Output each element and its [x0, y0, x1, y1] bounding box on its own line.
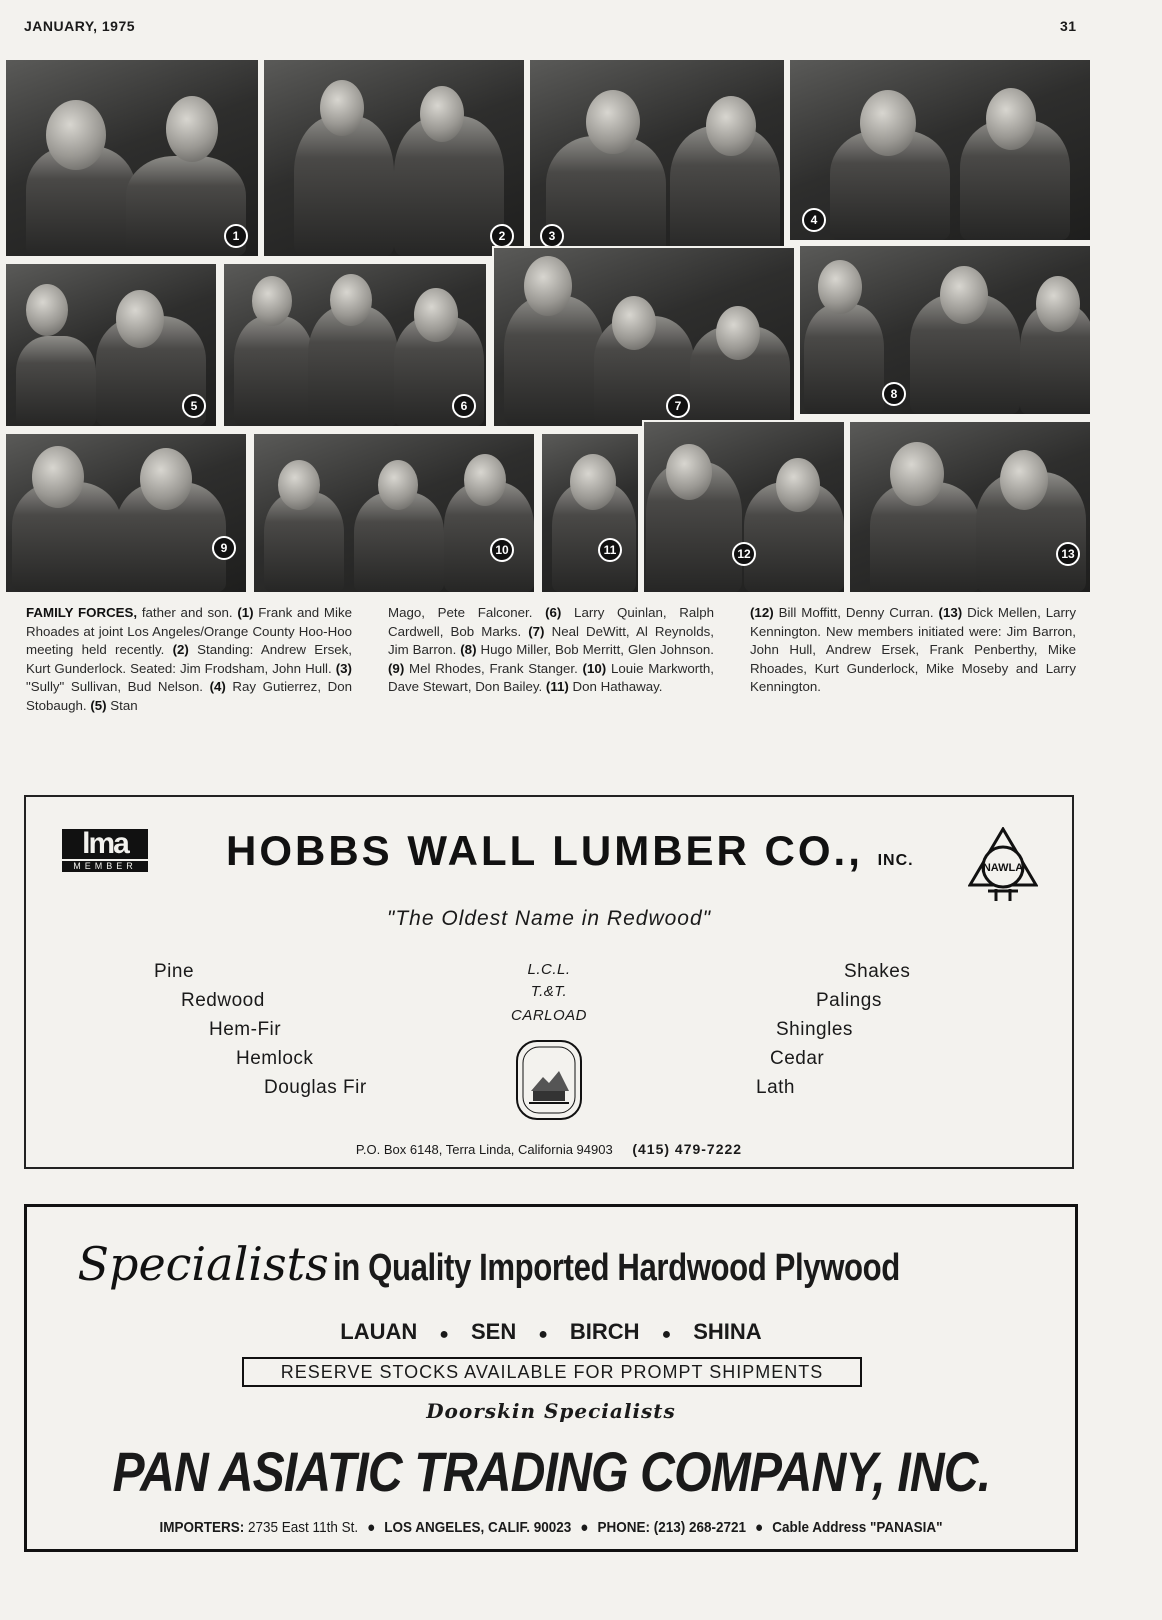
photo-number-badge: 4: [802, 208, 826, 232]
hobbs-wall-advertisement: [24, 795, 1074, 1169]
wood-left-redwood: Redwood: [181, 990, 265, 1011]
hobbs-slogan: "The Oldest Name in Redwood": [386, 907, 712, 930]
photo-8: [798, 244, 1092, 416]
caption-column-2: Mago, Pete Falconer. (6) Larry Quinlan, Ralph Cardwell, Bob Marks. (7) Neal DeWitt, Al Reynolds, Jim Barron. (8) Hugo Miller, Bob Merritt, Glen Johnson. (9) Mel Rhodes, Frank Stanger. (10) Louie Markworth, Dave Stewart, Don Bailey. (11) Don Hathaway.: [388, 605, 714, 695]
page-date: JANUARY, 1975: [24, 18, 136, 34]
photo-12: [642, 420, 846, 594]
doorskin-specialists: Doorskin Specialists: [426, 1399, 676, 1423]
photo-number-badge: 1: [224, 224, 248, 248]
lma-member-label: MEMBER: [62, 861, 148, 872]
pan-company-name: PAN ASIATIC TRADING COMPANY, INC.: [112, 1440, 990, 1503]
wood-left-douglas-fir: Douglas Fir: [264, 1077, 367, 1098]
hobbs-contact: [26, 1141, 1072, 1157]
ship-lcl: L.C.L.: [527, 961, 571, 978]
photo-number-badge: 7: [666, 394, 690, 418]
headline-text: in Quality Imported Hardwood Plywood: [333, 1247, 901, 1289]
photo-3: [528, 58, 786, 258]
wood-left-pine: Pine: [154, 961, 195, 982]
wood-right-lath: Lath: [756, 1077, 795, 1098]
photo-5: [4, 262, 218, 428]
photo-10: [252, 432, 536, 594]
lumber-association-seal-icon: [513, 1037, 585, 1123]
wood-right-shakes: Shakes: [844, 961, 911, 982]
pan-headline: [27, 1237, 1075, 1291]
wood-left-hem-fir: Hem-Fir: [209, 1019, 282, 1040]
lma-member-logo: [62, 829, 148, 871]
lma-mark: lma: [62, 829, 148, 859]
ship-tt: T.&T.: [530, 983, 568, 1000]
photo-number-badge: 2: [490, 224, 514, 248]
pan-wood-list: LAUAN ● SEN ● BIRCH ● SHINA: [340, 1319, 762, 1344]
pan-address-line: IMPORTERS: 2735 East 11th St. ● LOS ANGELES, CALIF. 90023 ● PHONE: (213) 268-2721 ● Cable Address "PANASIA": [159, 1519, 943, 1536]
pan-asiatic-advertisement: [24, 1204, 1078, 1552]
photo-number-badge: 10: [490, 538, 514, 562]
photo-number-badge: 12: [732, 542, 756, 566]
wood-right-shingles: Shingles: [776, 1019, 853, 1040]
photo-number-badge: 13: [1056, 542, 1080, 566]
wood-right-cedar: Cedar: [770, 1048, 825, 1069]
photo-9: [4, 432, 248, 594]
photo-number-badge: 9: [212, 536, 236, 560]
caption-column-1: FAMILY FORCES, father and son. (1) Frank and Mike Rhoades at joint Los Angeles/Orange County Hoo-Hoo meeting held recently. (2) Standing: Andrew Ersek, Kurt Gunderlock. Seated: Jim Frodsham, John Hull. (3) "Sully" Sullivan, Bud Nelson. (4) Ray Gutierrez, Don Stobaugh. (5) Stan: [26, 605, 352, 713]
photo-number-badge: 3: [540, 224, 564, 248]
photo-number-badge: 5: [182, 394, 206, 418]
photo-11: [540, 432, 640, 594]
svg-text:NAWLA: NAWLA: [982, 862, 1024, 874]
nawla-logo-icon: [968, 827, 1038, 903]
specialists-script: Specialists: [77, 1237, 329, 1291]
page-number: 31: [1060, 18, 1077, 34]
ship-carload: CARLOAD: [510, 1007, 588, 1024]
photo-6: [222, 262, 488, 428]
caption-column-3: (12) Bill Moffitt, Denny Curran. (13) Dick Mellen, Larry Kennington. New members initiated were: Jim Barron, John Hull, Andrew Ersek, Frank Penberthy, Mike Rhoades, Kurt Gunderlock, Mike Moseby and Larry Kennington.: [750, 605, 1076, 695]
photo-number-badge: 6: [452, 394, 476, 418]
photo-number-badge: 11: [598, 538, 622, 562]
photo-2: [262, 58, 526, 258]
photo-4: [788, 58, 1092, 242]
wood-right-palings: Palings: [816, 990, 882, 1011]
photo-1: [4, 58, 260, 258]
hobbs-company-name: HOBBS WALL LUMBER CO., INC.: [226, 827, 914, 874]
photo-7: [492, 246, 796, 428]
photo-number-badge: 8: [882, 382, 906, 406]
hobbs-address: P.O. Box 6148, Terra Linda, California 94903: [355, 1142, 613, 1157]
hobbs-phone: (415) 479-7222: [632, 1141, 743, 1157]
wood-left-hemlock: Hemlock: [236, 1048, 314, 1069]
photo-13: [848, 420, 1092, 594]
reserve-stocks-banner: RESERVE STOCKS AVAILABLE FOR PROMPT SHIPMENTS: [242, 1357, 862, 1387]
